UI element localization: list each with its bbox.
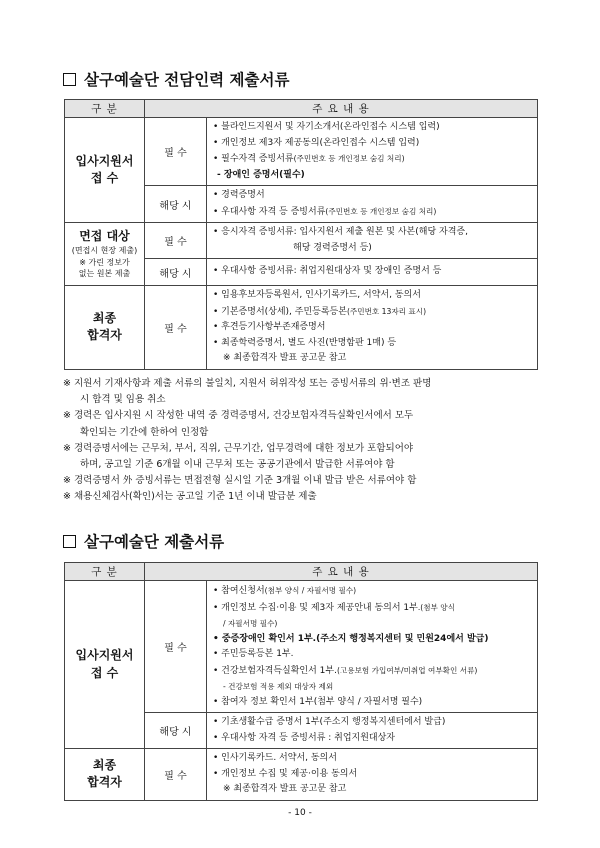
content-cell: • 기초생활수급 증명서 1부(주소지 행정복지센터에서 발급) • 우대사항 자격 등 증빙서류 : 취업지원대상자 <box>207 713 538 749</box>
requirement-cell: 해당 시 <box>145 259 207 286</box>
note-line: ※ 경력증명서에는 근무처, 부서, 직위, 근무기간, 업무경력에 대한 정보가 포함되어야 <box>63 442 414 454</box>
content-cell: • 블라인드지원서 및 자기소개서(온라인접수 시스템 입력) • 개인정보 제3자 제공동의(온라인접수 시스템 입력) • 필수자격 증빙서류(주민번호 등 개인정보 숨김 처리) - 장애인 증명서(필수) <box>207 118 538 186</box>
header-content: 주 요 내 용 <box>145 100 538 118</box>
content-cell: • 우대사항 증빙서류: 취업지원대상자 및 장애인 증명서 등 <box>207 259 538 286</box>
section2-title: 살구예술단 제출서류 <box>63 530 224 552</box>
note-line: 시 합격 및 임용 취소 <box>80 394 166 406</box>
requirement-cell: 필 수 <box>145 749 207 801</box>
header-category: 구 분 <box>65 100 145 118</box>
section1-title: 살구예술단 전담인력 제출서류 <box>63 68 289 90</box>
content-cell: • 참여신청서(첨부 양식 / 자필서명 필수) • 개인정보 수집·이용 및 제3자 제공안내 동의서 1부.(첨부 양식 / 자필서명 필수) • 중증장애인 확인서 1부.(주소지 행정복지센터 및 민원24에서 발급) • 주민등록등본 1부. • 건강보험자격득실확인서 1부.(고용보험 가입여부/미취업 여부확인 서류) - 건강보험 적용 제외 대상자 제외 • 참여자 정보 확인서 1부(첨부 양식 / 자필서명 필수) <box>207 581 538 713</box>
table-header-row <box>65 563 538 581</box>
category-cell: 최종 합격자 <box>65 749 145 801</box>
requirement-cell: 필 수 <box>145 581 207 713</box>
requirement-cell: 필 수 <box>145 223 207 259</box>
section1-table <box>64 99 538 370</box>
content-cell: • 인사기록카드. 서약서, 동의서 • 개인정보 수집 및 제공·이용 동의서 ※ 최종합격자 발표 공고문 참고 <box>207 749 538 801</box>
notes-list <box>63 376 431 506</box>
note-line: ※ 경력은 입사지원 시 작성한 내역 중 경력증명서, 건강보험자격득실확인서에서 모두 <box>63 410 414 422</box>
note-line: ※ 지원서 기재사항과 제출 서류의 불일치, 지원서 허위작성 또는 증빙서류의 위·변조 판명 <box>63 378 432 389</box>
table-row <box>65 118 538 186</box>
category-cell: 면접 대상 (면접시 현장 제출) ※ 가린 정보가 없는 원본 제출 <box>65 223 145 286</box>
note-line: ※ 경력증명서 外 증빙서류는 면접전형 실시일 기준 3개월 이내 발급 받은 서류여야 함 <box>63 475 417 487</box>
table-row <box>65 286 538 370</box>
checkbox-square-icon <box>63 73 76 86</box>
category-cell: 입사지원서 접 수 <box>65 581 145 749</box>
note-line: 하며, 공고일 기준 6개월 이내 근무처 또는 공공기관에서 발급한 서류여야 함 <box>80 459 395 471</box>
content-cell: • 경력증명서 • 우대사항 자격 등 증빙서류(주민번호 등 개인정보 숨김 처리) <box>207 186 538 223</box>
category-cell: 최종 합격자 <box>65 286 145 370</box>
requirement-cell: 해당 시 <box>145 713 207 749</box>
table-row <box>65 581 538 713</box>
table-header-row <box>65 100 538 118</box>
content-cell: • 응시자격 증빙서류: 입사지원서 제출 원본 및 사본(해당 자격증, 해당 경력증명서 등) <box>207 223 538 259</box>
content-cell: • 임용후보자등록원서, 인사기록카드, 서약서, 동의서 • 기본증명서(상세), 주민등록등본(주민번호 13자리 표시) • 후견등기사항부존재증명서 • 최종학력증명서, 별도 사진(반명함판 1매) 등 ※ 최종합격자 발표 공고문 참고 <box>207 286 538 370</box>
header-content: 주 요 내 용 <box>145 563 538 581</box>
note-line: 확인되는 기간에 한하여 인정함 <box>80 426 209 438</box>
table-row <box>65 749 538 801</box>
requirement-cell: 필 수 <box>145 118 207 186</box>
requirement-cell: 필 수 <box>145 286 207 370</box>
page-number: - 10 - <box>288 808 312 818</box>
table-row <box>65 223 538 259</box>
checkbox-square-icon <box>63 535 76 548</box>
header-category: 구 분 <box>65 563 145 581</box>
section2-table <box>64 562 538 801</box>
category-cell: 입사지원서 접 수 <box>65 118 145 223</box>
note-line: ※ 채용신체검사(확인)서는 공고일 기준 1년 이내 발급분 제출 <box>63 491 317 503</box>
requirement-cell: 해당 시 <box>145 186 207 223</box>
